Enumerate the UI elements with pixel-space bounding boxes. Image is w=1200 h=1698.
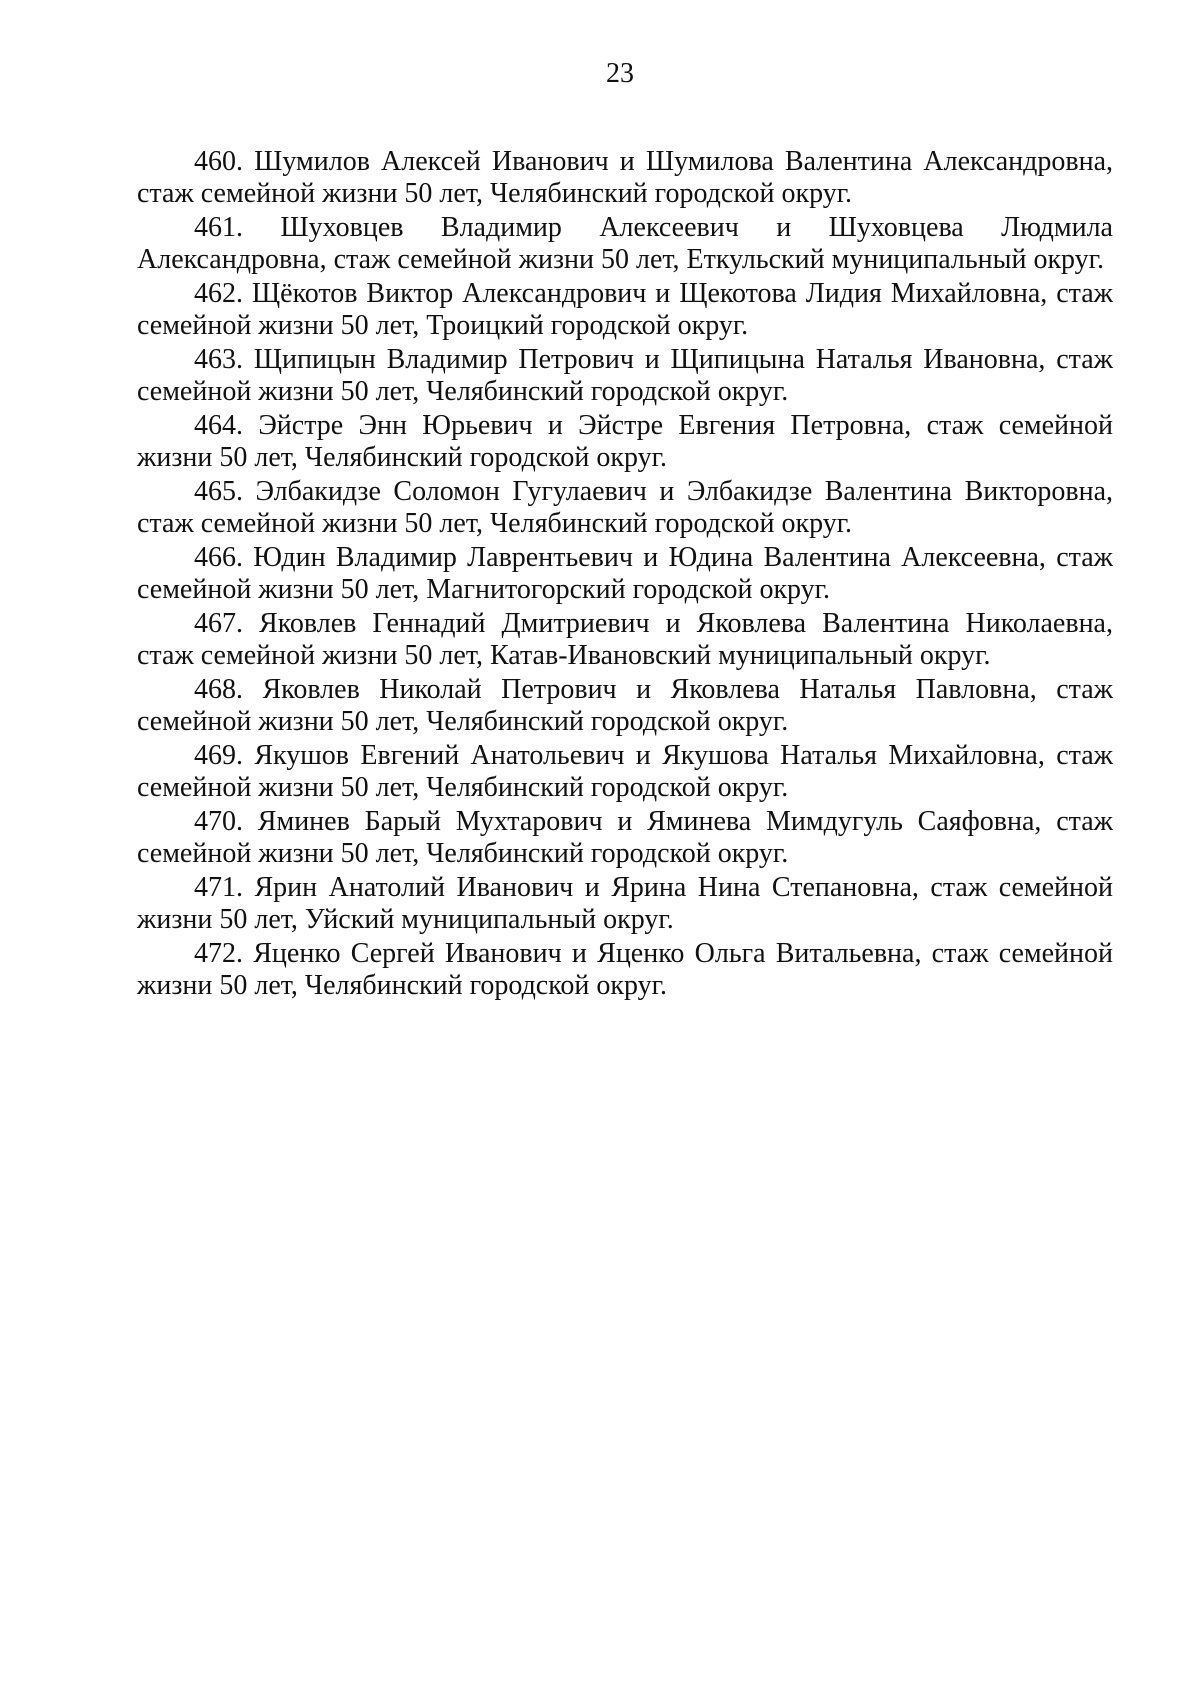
list-item: 462. Щёкотов Виктор Александрович и Щекотова Лидия Михайловна, стаж семейной жизни 50 лет, Троицкий городской округ. — [137, 278, 1113, 341]
list-item: 466. Юдин Владимир Лаврентьевич и Юдина Валентина Алексеевна, стаж семейной жизни 50 лет, Магнитогорский городской округ. — [137, 542, 1113, 605]
list-item: 463. Щипицын Владимир Петрович и Щипицына Наталья Ивановна, стаж семейной жизни 50 лет, Челябинский городской округ. — [137, 344, 1113, 407]
list-item: 460. Шумилов Алексей Иванович и Шумилова Валентина Александровна, стаж семейной жизни 50 лет, Челябинский городской округ. — [137, 146, 1113, 209]
list-item: 464. Эйстре Энн Юрьевич и Эйстре Евгения Петровна, стаж семейной жизни 50 лет, Челябинский городской округ. — [137, 410, 1113, 473]
award-list — [137, 146, 1113, 1002]
list-item: 469. Якушов Евгений Анатольевич и Якушова Наталья Михайловна, стаж семейной жизни 50 лет, Челябинский городской округ. — [137, 740, 1113, 803]
list-item: 470. Яминев Барый Мухтарович и Яминева Мимдугуль Саяфовна, стаж семейной жизни 50 лет, Челябинский городской округ. — [137, 806, 1113, 869]
page-number: 23 — [606, 58, 634, 89]
list-item: 467. Яковлев Геннадий Дмитриевич и Яковлева Валентина Николаевна, стаж семейной жизни 50 лет, Катав-Ивановский муниципальный округ. — [137, 608, 1113, 671]
list-item: 465. Элбакидзе Соломон Гугулаевич и Элбакидзе Валентина Викторовна, стаж семейной жизни 50 лет, Челябинский городской округ. — [137, 476, 1113, 539]
list-item: 471. Ярин Анатолий Иванович и Ярина Нина Степановна, стаж семейной жизни 50 лет, Уйский муниципальный округ. — [137, 872, 1113, 935]
list-item: 472. Яценко Сергей Иванович и Яценко Ольга Витальевна, стаж семейной жизни 50 лет, Челябинский городской округ. — [137, 938, 1113, 1001]
list-item: 461. Шуховцев Владимир Алексеевич и Шуховцева Людмила Александровна, стаж семейной жизни 50 лет, Еткульский муниципальный округ. — [137, 212, 1113, 275]
list-item: 468. Яковлев Николай Петрович и Яковлева Наталья Павловна, стаж семейной жизни 50 лет, Челябинский городской округ. — [137, 674, 1113, 737]
